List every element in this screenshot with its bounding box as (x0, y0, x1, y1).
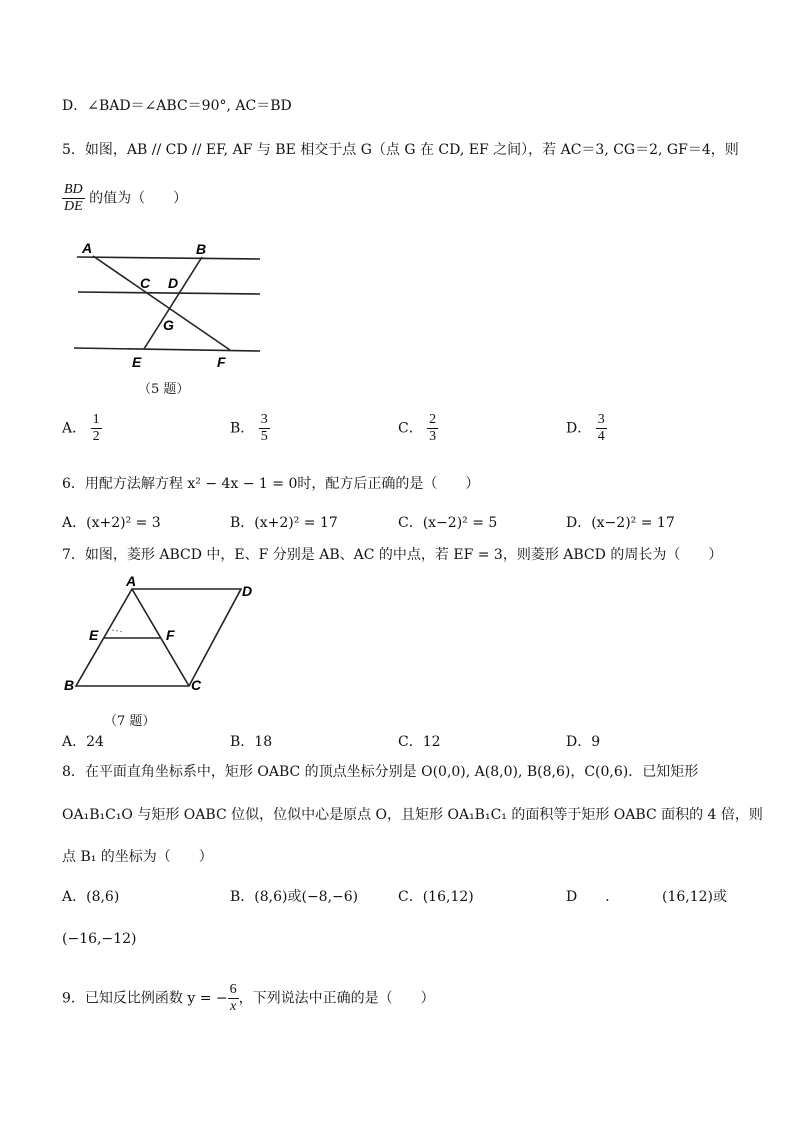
q4-option-d: D．∠BAD＝∠ABC＝90°, AC＝BD (62, 98, 292, 114)
q6-option-c: C．(x−2)² = 5 (398, 515, 498, 531)
q6-option-a: A．(x+2)² = 3 (62, 515, 161, 531)
q7-option-b: B．18 (230, 734, 273, 750)
q8-option-d-letter: D ． (566, 889, 620, 905)
q8-stem-line3: 点 B₁ 的坐标为（ ） (62, 849, 213, 865)
dotted-mark (112, 630, 124, 632)
q5-option-b: B． $\frac{3}{5}$ (230, 412, 268, 444)
label-b: B (64, 677, 75, 693)
q5-stem-line2-wrap (62, 182, 187, 215)
q8-stem-line1: 8．在平面直角坐标系中，矩形 OABC 的顶点坐标分别是 O(0,0), A(8,0), B(8,6)，C(0,6)．已知矩形 (62, 764, 699, 780)
q6-option-b: B．(x+2)² = 17 (230, 515, 338, 531)
line-be (144, 257, 202, 349)
q8-stem-line2: OA₁B₁C₁O 与矩形 OABC 位似，位似中心是原点 O，且矩形 OA₁B₁C₁ 的面积等于矩形 OABC 面积的 4 倍，则 (62, 807, 763, 823)
q7-option-a: A．24 (62, 734, 104, 750)
q5-frac-den: DE (64, 199, 83, 214)
label-b: B (196, 241, 207, 257)
q8-option-c: C．(16,12) (398, 889, 474, 905)
line-ab (77, 257, 260, 259)
label-e: E (132, 354, 142, 370)
q5-stem-line2: 的值为（ ） (89, 190, 188, 207)
q8-option-d-value: (16,12)或 (662, 889, 728, 905)
label-a: A (82, 240, 93, 256)
q6-stem: 6．用配方法解方程 x² − 4x − 1 = 0时，配方后正确的是（ ） (62, 476, 480, 492)
label-f: F (217, 354, 226, 370)
label-a: A (126, 573, 137, 589)
q6-option-d: D．(x−2)² = 17 (566, 515, 675, 531)
q5-option-c: C． $\frac{2}{3}$ (398, 412, 437, 444)
line-ef (74, 348, 260, 351)
q9-fraction: $\frac{6}{x}$ (229, 982, 237, 1014)
line-cd (78, 292, 260, 294)
q7-caption: （7 题） (104, 714, 156, 729)
q5-caption: （5 题） (138, 382, 190, 397)
label-c: C (140, 275, 151, 291)
q5-stem-line1: 5．如图，AB // CD // EF, AF 与 BE 相交于点 G（点 G 在 CD, EF 之间），若 AC＝3, CG＝2, GF＝4，则 (62, 142, 739, 158)
q5-option-a: A． $\frac{1}{2}$ (62, 412, 100, 444)
q8-option-b: B．(8,6)或(−8,−6) (230, 889, 359, 905)
label-g: G (163, 317, 174, 333)
label-f: F (166, 627, 175, 643)
q7-stem: 7．如图，菱形 ABCD 中，E、F 分别是 AB、AC 的中点，若 EF = 3，则菱形 ABCD 的周长为（ ） (62, 547, 723, 563)
q5-option-d: D． $\frac{3}{4}$ (566, 412, 605, 444)
q9-stem (62, 982, 435, 1015)
label-d: D (168, 275, 179, 291)
q5-figure (60, 236, 275, 376)
q9-stem-suffix: ，下列说法中正确的是（ ） (238, 990, 435, 1007)
label-d: D (242, 583, 253, 599)
q5-frac-num: BD (64, 182, 83, 197)
q7-option-d: D．9 (566, 734, 601, 750)
label-c: C (191, 677, 202, 693)
label-e: E (89, 627, 99, 643)
q8-option-a: A．(8,6) (62, 889, 120, 905)
q8-option-d-cont: (−16,−12) (62, 931, 137, 947)
q5-fraction (62, 182, 85, 215)
line-af (93, 256, 230, 350)
q7-figure (60, 572, 275, 700)
q7-option-c: C．12 (398, 734, 441, 750)
q9-stem-prefix: 9．已知反比例函数 y = − (62, 990, 228, 1007)
